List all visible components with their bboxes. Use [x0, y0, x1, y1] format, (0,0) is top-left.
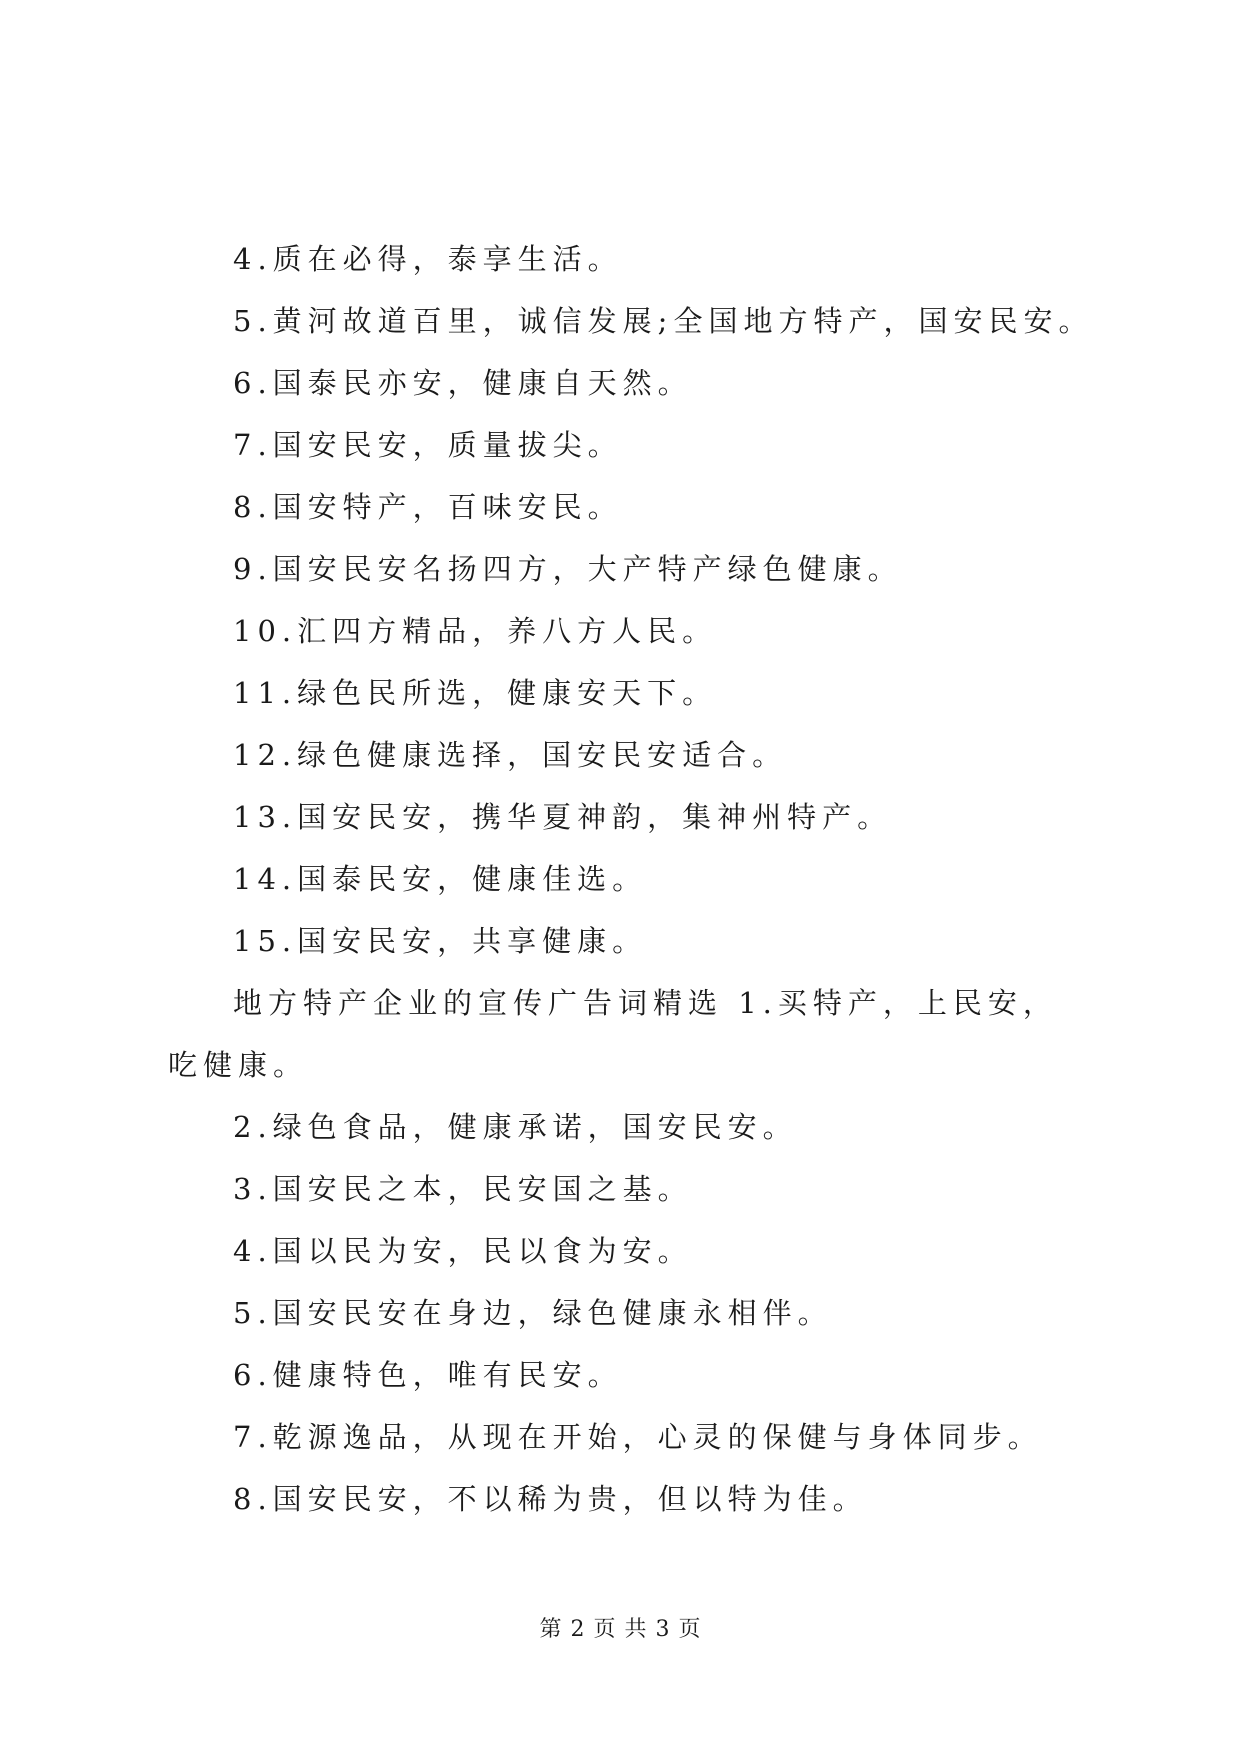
- list-item: 7.国安民安，质量拔尖。: [233, 428, 623, 462]
- list-item: 7.乾源逸品，从现在开始，心灵的保健与身体同步。: [233, 1420, 1043, 1454]
- list-item: 9.国安民安名扬四方，大产特产绿色健康。: [233, 552, 903, 586]
- list-item: 10.汇四方精品，养八方人民。: [233, 614, 718, 648]
- list-item: 3.国安民之本，民安国之基。: [233, 1172, 693, 1206]
- list-item: 6.健康特色，唯有民安。: [233, 1358, 623, 1392]
- list-item: 8.国安民安，不以稀为贵，但以特为佳。: [233, 1482, 868, 1516]
- document-body: [168, 228, 1094, 1530]
- list-item: 5.黄河故道百里，诚信发展;全国地方特产，国安民安。: [233, 304, 1094, 338]
- list-item: 5.国安民安在身边，绿色健康永相伴。: [233, 1296, 833, 1330]
- list-item: 8.国安特产，百味安民。: [233, 490, 623, 524]
- list-item: 4.质在必得，泰享生活。: [233, 242, 623, 276]
- list-item: 2.绿色食品，健康承诺，国安民安。: [233, 1110, 798, 1144]
- list-item: 6.国泰民亦安，健康自天然。: [233, 366, 693, 400]
- section-heading-paragraph: 地方特产企业的宣传广告词精选 1.买特产，上民安，吃健康。: [168, 986, 1058, 1082]
- list-item: 11.绿色民所选，健康安天下。: [233, 676, 718, 710]
- list-item: 4.国以民为安，民以食为安。: [233, 1234, 693, 1268]
- list-item: 13.国安民安，携华夏神韵，集神州特产。: [233, 800, 893, 834]
- list-item: 12.绿色健康选择，国安民安适合。: [233, 738, 788, 772]
- list-item: 14.国泰民安，健康佳选。: [233, 862, 648, 896]
- page-footer: 第 2 页 共 3 页: [539, 1617, 702, 1642]
- list-item: 15.国安民安，共享健康。: [233, 924, 648, 958]
